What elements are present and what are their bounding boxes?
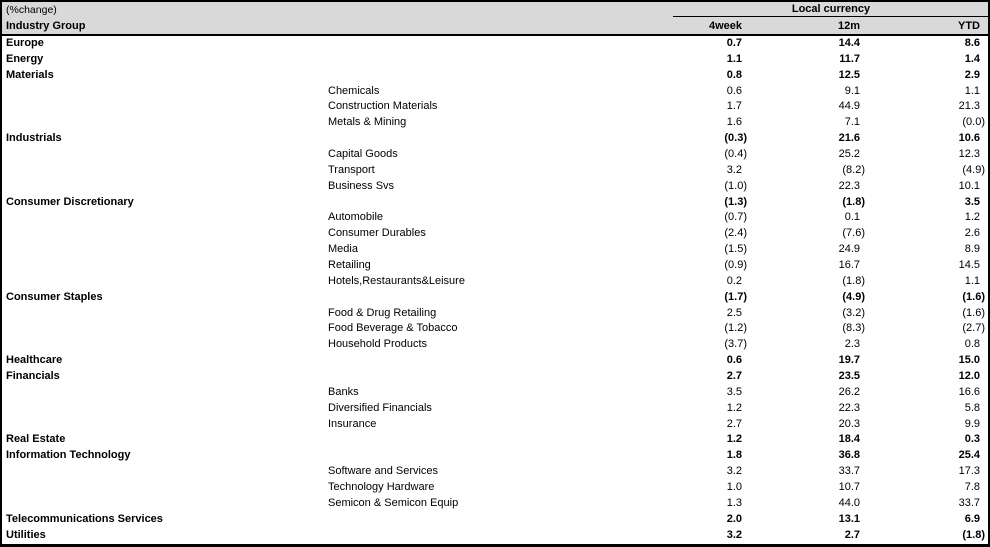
value-cell-ytd: 3.5 [964, 195, 980, 208]
value-cell-4week: (0.7) [724, 211, 747, 224]
value-cell-4week: 0.2 [726, 274, 742, 287]
industry-group-cell [2, 496, 324, 512]
value-cell-ytd: (1.6) [962, 306, 985, 319]
value-cell-4week: (2.4) [724, 227, 747, 240]
sub-industry-cell: Metals & Mining [328, 116, 407, 129]
value-cell-4week: 2.7 [726, 370, 742, 383]
value-cell-ytd: 15.0 [958, 354, 980, 367]
table-row [2, 401, 988, 417]
table-row [2, 84, 988, 100]
value-cell-12m: (3.2) [842, 306, 865, 319]
sub-industry-cell: Chemicals [328, 84, 380, 97]
value-cell-ytd: 33.7 [958, 496, 980, 509]
sub-industry-cell: Household Products [328, 338, 428, 351]
table-row [2, 147, 988, 163]
value-cell-ytd: (2.7) [962, 322, 985, 335]
sub-industry-cell [324, 68, 632, 84]
table-row [2, 274, 988, 290]
table-row [2, 464, 988, 480]
value-cell-4week: 2.5 [726, 306, 742, 319]
industry-group-cell [2, 84, 324, 100]
industry-group-cell [2, 115, 324, 131]
value-cell-ytd: (4.9) [962, 163, 985, 176]
value-cell-4week: 1.8 [726, 449, 742, 462]
value-cell-12m: 2.3 [844, 338, 860, 351]
value-cell-4week: (1.7) [724, 290, 747, 303]
sub-industry-cell: Automobile [328, 211, 384, 224]
value-cell-4week: 0.6 [726, 354, 742, 367]
value-cell-ytd: (1.6) [962, 290, 985, 303]
value-cell-12m: 19.7 [838, 354, 860, 367]
value-cell-ytd: (1.8) [962, 528, 985, 541]
value-cell-12m: 44.0 [838, 496, 860, 509]
value-cell-4week: (1.3) [724, 195, 747, 208]
value-cell-ytd: 1.1 [964, 274, 980, 287]
table-row [2, 528, 988, 544]
value-cell-12m: 13.1 [838, 512, 860, 525]
value-cell-ytd: 17.3 [958, 465, 980, 478]
value-cell-12m: 0.1 [844, 211, 860, 224]
column-header-ytd: YTD [958, 20, 980, 32]
industry-group-cell [2, 99, 324, 115]
table-row [2, 512, 988, 528]
value-cell-ytd: 8.9 [964, 243, 980, 256]
table-row [2, 369, 988, 385]
industry-group-cell [2, 480, 324, 496]
industry-group-cell [2, 147, 324, 163]
value-cell-ytd: 5.8 [964, 401, 980, 414]
industry-group-cell: Consumer Staples [6, 290, 103, 303]
sub-industry-cell: Semicon & Semicon Equip [328, 496, 459, 509]
value-cell-4week: 3.2 [726, 465, 742, 478]
industry-group-cell [2, 417, 324, 433]
sub-industry-cell [324, 52, 632, 68]
value-cell-4week: (1.5) [724, 243, 747, 256]
industry-group-cell [2, 385, 324, 401]
sub-industry-cell: Hotels,Restaurants&Leisure [328, 274, 465, 287]
sub-industry-cell [324, 432, 632, 448]
sub-industry-cell [324, 195, 632, 211]
industry-group-cell: Real Estate [6, 433, 66, 446]
table-row [2, 290, 988, 306]
sub-industry-cell: Construction Materials [328, 100, 438, 113]
value-cell-4week: (3.7) [724, 338, 747, 351]
sub-industry-cell: Food & Drug Retailing [328, 306, 437, 319]
sub-industry-cell [324, 353, 632, 369]
sub-industry-cell [324, 290, 632, 306]
value-cell-12m: (1.8) [842, 195, 865, 208]
value-cell-ytd: 6.9 [964, 512, 980, 525]
industry-group-cell [2, 179, 324, 195]
value-cell-ytd: 10.1 [958, 179, 980, 192]
value-cell-4week: 1.2 [726, 433, 742, 446]
header-row-top [2, 2, 988, 18]
table-row [2, 68, 988, 84]
value-cell-12m: (7.6) [842, 227, 865, 240]
value-cell-4week: 3.2 [726, 163, 742, 176]
table-row [2, 496, 988, 512]
value-cell-12m: 36.8 [838, 449, 860, 462]
value-cell-12m: 26.2 [838, 385, 860, 398]
sub-industry-cell: Transport [328, 163, 375, 176]
industry-group-cell [2, 274, 324, 290]
value-cell-ytd: 7.8 [964, 481, 980, 494]
sub-industry-cell: Software and Services [328, 465, 439, 478]
industry-group-cell [2, 258, 324, 274]
value-cell-12m: 16.7 [838, 259, 860, 272]
value-cell-12m: 18.4 [838, 433, 860, 446]
industry-group-cell: Healthcare [6, 354, 63, 367]
value-cell-ytd: 1.2 [964, 211, 980, 224]
value-cell-ytd: 1.4 [964, 52, 980, 65]
table-row [2, 195, 988, 211]
value-cell-ytd: 2.6 [964, 227, 980, 240]
table-row [2, 242, 988, 258]
industry-group-cell: Consumer Discretionary [6, 195, 134, 208]
table-row [2, 385, 988, 401]
value-cell-ytd: 2.9 [964, 68, 980, 81]
value-cell-4week: (1.0) [724, 179, 747, 192]
value-cell-12m: 9.1 [844, 84, 860, 97]
value-cell-12m: (4.9) [842, 290, 865, 303]
value-cell-ytd: 1.1 [964, 84, 980, 97]
table-row [2, 432, 988, 448]
industry-group-header: Industry Group [6, 20, 86, 32]
sub-industry-cell [324, 448, 632, 464]
industry-group-cell [2, 464, 324, 480]
industry-group-cell [2, 226, 324, 242]
value-cell-4week: 0.8 [726, 68, 742, 81]
value-cell-12m: 24.9 [838, 243, 860, 256]
column-header-4week: 4week [708, 20, 742, 32]
sub-industry-cell: Food Beverage & Tobacco [328, 322, 458, 335]
table-row [2, 448, 988, 464]
industry-group-cell: Utilities [6, 528, 46, 541]
industry-group-cell [2, 401, 324, 417]
value-cell-4week: 1.6 [726, 116, 742, 129]
value-cell-ytd: 12.3 [958, 148, 980, 161]
industry-group-cell [2, 242, 324, 258]
value-cell-4week: 1.0 [726, 481, 742, 494]
value-cell-ytd: 25.4 [958, 449, 980, 462]
table-row [2, 131, 988, 147]
value-cell-12m: 22.3 [838, 401, 860, 414]
sub-industry-cell: Diversified Financials [328, 401, 432, 414]
value-cell-ytd: 12.0 [958, 370, 980, 383]
value-cell-12m: 14.4 [838, 37, 860, 49]
value-cell-ytd: 16.6 [958, 385, 980, 398]
value-cell-4week: 3.2 [726, 528, 742, 541]
industry-group-cell: Industrials [6, 132, 62, 145]
value-cell-12m: 25.2 [838, 148, 860, 161]
sub-industry-cell [324, 131, 632, 147]
value-cell-4week: 0.6 [726, 84, 742, 97]
sub-industry-cell [324, 528, 632, 544]
sub-industry-cell: Consumer Durables [328, 227, 426, 240]
industry-group-cell [2, 163, 324, 179]
value-cell-4week: (0.9) [724, 259, 747, 272]
sub-industry-cell: Media [328, 243, 358, 256]
industry-group-cell: Information Technology [6, 449, 131, 462]
value-cell-12m: 10.7 [838, 481, 860, 494]
value-cell-12m: 21.6 [838, 132, 860, 145]
sub-industry-cell: Business Svs [328, 179, 395, 192]
table-row [2, 258, 988, 274]
value-cell-12m: 11.7 [839, 52, 860, 65]
table-header [2, 2, 988, 36]
value-cell-12m: 7.1 [844, 116, 860, 129]
value-cell-4week: 1.2 [726, 401, 742, 414]
value-cell-12m: 22.3 [838, 179, 860, 192]
table-row [2, 163, 988, 179]
spacer [324, 18, 632, 34]
value-cell-12m: 20.3 [838, 417, 860, 430]
value-cell-4week: (1.2) [724, 322, 747, 335]
value-cell-12m: 44.9 [838, 100, 860, 113]
value-cell-ytd: 9.9 [964, 417, 980, 430]
industry-group-cell [2, 210, 324, 226]
table-row [2, 321, 988, 337]
header-row-columns [2, 18, 988, 34]
industry-group-cell [2, 306, 324, 322]
value-cell-12m: (8.3) [842, 322, 865, 335]
sub-industry-cell: Capital Goods [328, 148, 398, 161]
column-header-12m: 12m [837, 20, 860, 32]
value-cell-4week: (0.4) [724, 148, 747, 161]
table-row [2, 36, 988, 52]
value-cell-ytd: 0.3 [964, 433, 980, 446]
value-cell-12m: 23.5 [838, 370, 860, 383]
value-cell-ytd: 0.8 [964, 338, 980, 351]
value-cell-12m: (8.2) [842, 163, 865, 176]
local-currency-header: Local currency [673, 2, 989, 17]
value-cell-ytd: (0.0) [962, 116, 985, 129]
table-row [2, 306, 988, 322]
sub-industry-cell: Retailing [328, 259, 371, 272]
industry-group-cell: Financials [6, 370, 60, 383]
sub-industry-cell [324, 36, 632, 52]
value-cell-4week: 2.7 [726, 417, 742, 430]
sub-industry-cell [324, 369, 632, 385]
value-cell-4week: 0.7 [726, 37, 742, 49]
table-row [2, 480, 988, 496]
value-cell-ytd: 8.6 [964, 37, 980, 49]
value-cell-4week: 3.5 [726, 385, 742, 398]
value-cell-4week: (0.3) [724, 132, 747, 145]
table-row [2, 52, 988, 68]
sub-industry-cell [324, 512, 632, 528]
table-row [2, 99, 988, 115]
table-row [2, 337, 988, 353]
table-row [2, 226, 988, 242]
value-cell-12m: (1.8) [842, 274, 865, 287]
table-row [2, 210, 988, 226]
sub-industry-cell: Banks [328, 385, 359, 398]
value-cell-4week: 1.3 [726, 496, 742, 509]
sub-industry-cell: Insurance [328, 417, 377, 430]
value-cell-12m: 2.7 [844, 528, 860, 541]
table-row [2, 115, 988, 131]
value-cell-ytd: 21.3 [958, 100, 980, 113]
industry-group-cell: Energy [6, 52, 44, 65]
industry-group-cell: Telecommunications Services [6, 512, 163, 525]
table-row [2, 417, 988, 433]
value-cell-ytd: 10.6 [958, 132, 980, 145]
industry-group-cell [2, 337, 324, 353]
percent-change-label: (%change) [6, 4, 57, 16]
value-cell-4week: 1.1 [726, 52, 742, 65]
table-row [2, 353, 988, 369]
industry-group-cell: Materials [6, 68, 54, 81]
value-cell-12m: 33.7 [838, 465, 860, 478]
table-row [2, 179, 988, 195]
value-cell-ytd: 14.5 [958, 259, 980, 272]
industry-group-cell: Europe [6, 37, 44, 49]
value-cell-12m: 12.5 [838, 68, 860, 81]
value-cell-4week: 1.7 [726, 100, 742, 113]
value-cell-4week: 2.0 [726, 512, 742, 525]
sub-industry-cell: Technology Hardware [328, 481, 435, 494]
industry-group-cell [2, 321, 324, 337]
table-body [2, 36, 988, 544]
